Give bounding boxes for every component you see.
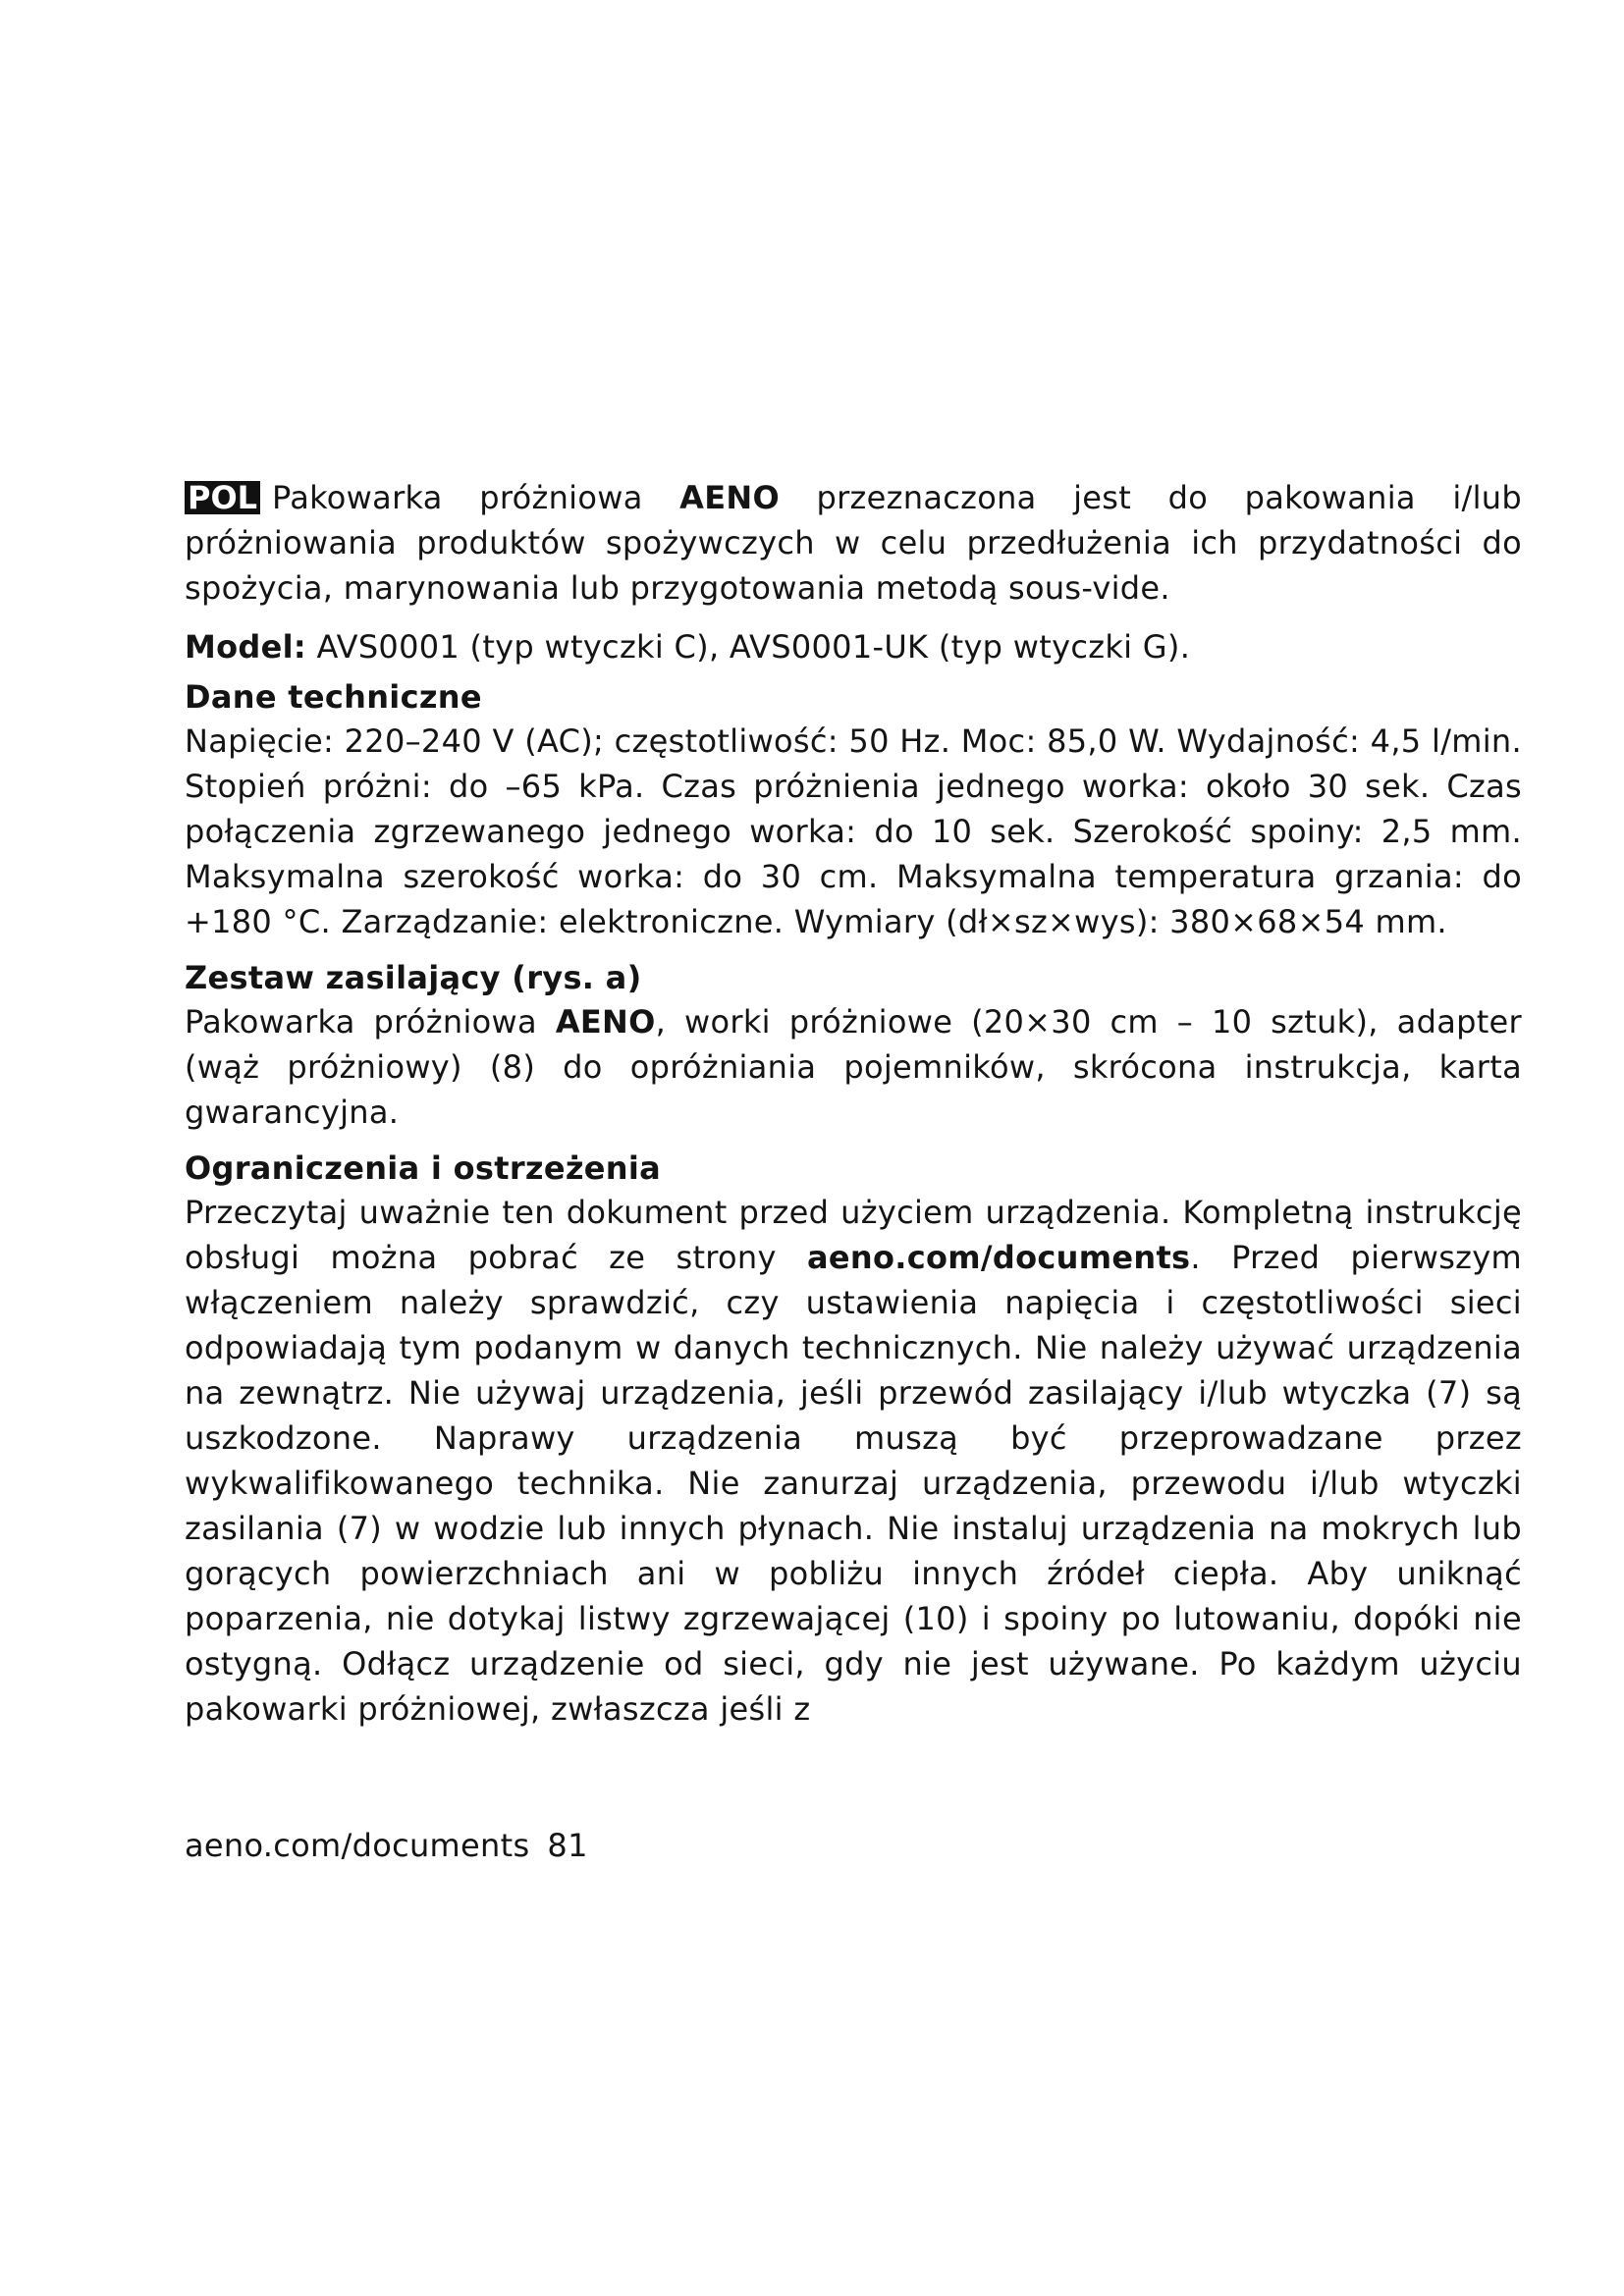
tech-paragraph: Napięcie: 220–240 V (AC); częstotliwość: 50 Hz. Moc: 85,0 W. Wydajność: 4,5 l/min. Stopień próżni: do –65 kPa. Czas próżnienia jednego worka: około 30 sek. Czas połączenia zgrzewanego jednego worka: do 10 sek. Szerokość spoiny: 2,5 mm. Maksymalna szerokość worka: do 30 cm. Maksymalna temperatura grzania: do +180 °C. Zarządzanie: elektroniczne. Wymiary (dł×sz×wys): 380×68×54 mm. (185, 722, 1522, 940)
kit-brand: AENO (555, 1003, 656, 1041)
model-label: Model: (185, 628, 307, 666)
model-text: AVS0001 (typ wtyczki C), AVS0001-UK (typ wtyczki G). (306, 628, 1191, 666)
intro-paragraph (185, 475, 1522, 611)
warnings-heading: Ograniczenia i ostrzeżenia (185, 1149, 662, 1187)
page-footer (185, 1826, 588, 1865)
intro-brand: AENO (679, 479, 780, 516)
page-number: 81 (547, 1827, 588, 1864)
kit-text-before: Pakowarka próżniowa (185, 1003, 556, 1041)
documents-link[interactable]: aeno.com/documents (806, 1239, 1191, 1276)
warnings-paragraph (185, 1190, 1522, 1732)
model-line (185, 624, 1522, 669)
language-badge: POL (185, 481, 260, 514)
intro-text-after: przeznaczona jest do pakowania i/lub próżniowania produktów spożywczych w celu przedłużenia ich przydatności do spożycia, marynowania lub przygotowania metodą sous-vide. (185, 479, 1522, 607)
tech-heading: Dane techniczne (185, 678, 482, 716)
page-content (185, 475, 1522, 1732)
intro-text-before: Pakowarka próżniowa (272, 479, 680, 516)
kit-text-after: , worki próżniowe (20×30 cm – 10 sztuk), adapter (wąż próżniowy) (8) do opróżniania pojemników, skrócona instrukcja, karta gwarancyjna. (185, 1003, 1523, 1131)
footer-url[interactable]: aeno.com/documents (185, 1827, 530, 1864)
kit-heading: Zestaw zasilający (rys. a) (185, 959, 642, 996)
warnings-text-before: Przeczytaj uważnie ten dokument przed użyciem urządzenia. Kompletną instrukcję obsługi można pobrać ze strony (185, 1194, 1522, 1276)
kit-paragraph (185, 999, 1522, 1135)
warnings-text-after: . Przed pierwszym włączeniem należy sprawdzić, czy ustawienia napięcia i częstotliwości sieci odpowiadają tym podanym w danych technicznych. Nie należy używać urządzenia na zewnątrz. Nie używaj urządzenia, jeśli przewód zasilający i/lub wtyczka (7) są uszkodzone. Naprawy urządzenia muszą być przeprowadzane przez wykwalifikowanego technika. Nie zanurzaj urządzenia, przewodu i/lub wtyczki zasilania (7) w wodzie lub innych płynach. Nie instaluj urządzenia na mokrych lub gorących powierzchniach ani w pobliżu innych źródeł ciepła. Aby uniknąć poparzenia, nie dotykaj listwy zgrzewającej (10) i spoiny po lutowaniu, dopóki nie ostygną. Odłącz urządzenie od sieci, gdy nie jest używane. Po każdym użyciu pakowarki próżniowej, zwłaszcza jeśli z (185, 1239, 1522, 1728)
